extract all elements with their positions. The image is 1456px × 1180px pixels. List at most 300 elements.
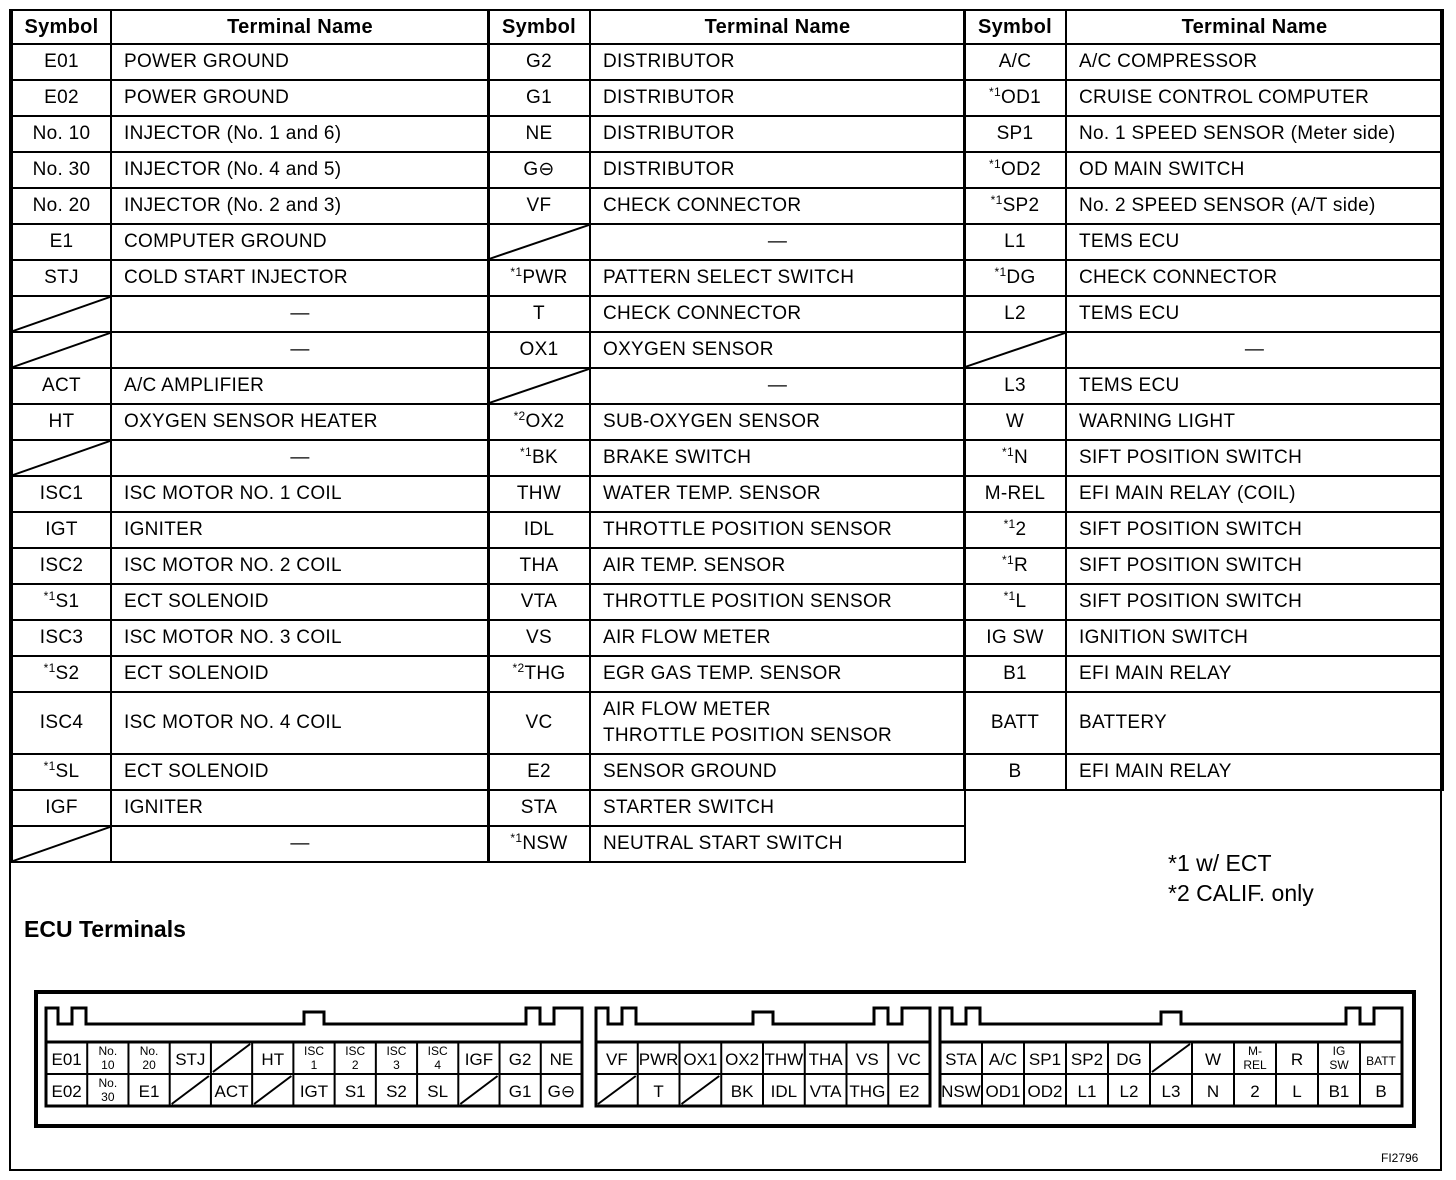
unused-symbol-cell (12, 440, 111, 476)
terminal-symbol (964, 152, 1066, 188)
terminal-row (488, 548, 965, 584)
terminal-row (964, 548, 1443, 584)
terminal-name: — (111, 332, 489, 368)
terminal-symbol (12, 692, 111, 754)
pin-label: B1 (1328, 1082, 1350, 1101)
terminal-row (12, 584, 489, 620)
terminal-symbol (488, 476, 590, 512)
terminal-row (488, 620, 965, 656)
terminal-name: WARNING LIGHT (1066, 404, 1443, 440)
terminal-row (964, 476, 1443, 512)
terminal-symbol (12, 620, 111, 656)
terminal-row (964, 368, 1443, 404)
terminal-name: ECT SOLENOID (111, 584, 489, 620)
pin-label: N (1206, 1082, 1220, 1101)
pin-label: VC (897, 1050, 921, 1069)
terminal-symbol (12, 548, 111, 584)
symbol-text: No. 30 (32, 159, 91, 181)
pin-label: IGT (299, 1082, 329, 1101)
symbol-text: L3 (1004, 375, 1026, 397)
terminal-symbol (488, 790, 590, 826)
terminal-symbol (12, 404, 111, 440)
terminal-name: IGNITER (111, 790, 489, 826)
terminal-name: A/C COMPRESSOR (1066, 44, 1443, 80)
terminal-row (964, 116, 1443, 152)
terminal-symbol (488, 754, 590, 790)
symbol-text: W (1005, 411, 1025, 433)
pin-label: SL (427, 1082, 449, 1101)
terminal-name-line: THROTTLE POSITION SENSOR (603, 725, 893, 746)
terminal-name: EFI MAIN RELAY (1066, 656, 1443, 692)
pin-label: HT (261, 1050, 285, 1069)
terminal-row (488, 188, 965, 224)
pin-label: M- (1248, 1044, 1262, 1058)
terminal-symbol (488, 692, 590, 754)
footnote-mark: *1 (43, 589, 56, 604)
terminal-symbol (488, 80, 590, 116)
symbol-text: VC (525, 712, 553, 734)
pin-label-line2: 20 (142, 1058, 156, 1072)
terminal-row (964, 620, 1443, 656)
symbol-text: SP2 (1002, 195, 1040, 217)
terminal-name-line: AIR FLOW METER (603, 699, 771, 721)
symbol-text: NE (525, 123, 553, 145)
pin-label: E01 (51, 1050, 82, 1069)
terminal-row (488, 368, 965, 404)
terminal-name: — (111, 296, 489, 332)
symbol-text: L (1015, 591, 1027, 613)
pin-label: OX1 (683, 1050, 718, 1069)
terminal-row (964, 224, 1443, 260)
pin-label: OD2 (1027, 1082, 1063, 1101)
pin-label: L3 (1161, 1082, 1181, 1101)
symbol-text: OX2 (525, 411, 565, 433)
terminal-name: — (111, 826, 489, 862)
terminal-name: IGNITER (111, 512, 489, 548)
terminal-name: INJECTOR (No. 1 and 6) (111, 116, 489, 152)
terminal-symbol (964, 260, 1066, 296)
terminal-row (488, 404, 965, 440)
symbol-text: ISC1 (39, 483, 84, 505)
terminal-row (12, 260, 489, 296)
terminal-name: COMPUTER GROUND (111, 224, 489, 260)
terminal-row (964, 80, 1443, 116)
pin-label: STA (945, 1050, 977, 1069)
symbol-text: OD2 (1000, 159, 1041, 181)
footnote-mark: *2 (512, 661, 525, 676)
footnote-mark: *1 (43, 759, 56, 774)
terminal-name: SIFT POSITION SWITCH (1066, 548, 1443, 584)
terminal-table-1 (11, 9, 490, 863)
terminal-symbol (488, 620, 590, 656)
terminal-symbol (12, 152, 111, 188)
pin-label: No. (139, 1044, 159, 1058)
terminal-name: A/C AMPLIFIER (111, 368, 489, 404)
symbol-text: THG (524, 663, 566, 685)
symbol-text: VTA (520, 591, 558, 613)
terminal-row (12, 692, 489, 754)
pin-label: G1 (508, 1082, 532, 1101)
terminal-symbol (964, 188, 1066, 224)
symbol-text: IDL (523, 519, 555, 541)
symbol-text: M-REL (984, 483, 1046, 505)
pin-label: B (1375, 1082, 1387, 1101)
terminal-symbol (964, 584, 1066, 620)
symbol-header: Symbol (488, 10, 590, 44)
pin-label: OX2 (725, 1050, 760, 1069)
pin-label: STJ (175, 1050, 206, 1069)
pin-label: IG (1332, 1044, 1346, 1058)
terminal-row (964, 584, 1443, 620)
symbol-text: NSW (522, 833, 568, 855)
pin-label-line2: 10 (101, 1058, 115, 1072)
terminal-row (12, 656, 489, 692)
pin-label: DG (1116, 1050, 1142, 1069)
symbol-text: VF (526, 195, 552, 217)
terminal-row (12, 188, 489, 224)
symbol-text: G2 (526, 51, 552, 73)
footnote-mark: *1 (43, 661, 56, 676)
terminal-symbol (488, 548, 590, 584)
symbol-text: THW (516, 483, 562, 505)
terminal-row (488, 296, 965, 332)
pin-label: PWR (638, 1050, 679, 1069)
pin-label: L (1292, 1082, 1302, 1101)
symbol-text: IG SW (986, 627, 1044, 649)
pin-label: No. (98, 1076, 118, 1090)
footnote-mark: *1 (520, 445, 532, 460)
footnote-mark: *1 (510, 831, 523, 846)
symbol-text: ISC3 (39, 627, 84, 649)
terminal-name: EFI MAIN RELAY (1066, 754, 1443, 790)
terminal-name: SIFT POSITION SWITCH (1066, 584, 1443, 620)
pin-label: VS (856, 1050, 879, 1069)
terminal-row (488, 476, 965, 512)
symbol-text: DG (1006, 267, 1036, 289)
terminal-name: — (590, 224, 965, 260)
terminal-row (488, 116, 965, 152)
terminal-name-header: Terminal Name (590, 10, 965, 44)
symbol-text: PWR (522, 267, 568, 289)
footnote-ect: *1 w/ ECT (1168, 850, 1272, 876)
symbol-text: R (1013, 555, 1028, 577)
terminal-symbol (964, 692, 1066, 754)
terminal-row (12, 44, 489, 80)
symbol-text: G1 (526, 87, 552, 109)
footnote-mark: *1 (1003, 517, 1016, 532)
unused-symbol-cell (488, 368, 590, 404)
terminal-name: BRAKE SWITCH (590, 440, 965, 476)
terminal-name: SIFT POSITION SWITCH (1066, 440, 1443, 476)
terminal-symbol (964, 512, 1066, 548)
terminal-name: ISC MOTOR NO. 3 COIL (111, 620, 489, 656)
terminal-name: PATTERN SELECT SWITCH (590, 260, 965, 296)
terminal-name: ISC MOTOR NO. 2 COIL (111, 548, 489, 584)
terminal-symbol (488, 404, 590, 440)
terminal-symbol (964, 476, 1066, 512)
pin-label: W (1204, 1050, 1222, 1069)
terminal-symbol (964, 548, 1066, 584)
terminal-name: No. 2 SPEED SENSOR (A/T side) (1066, 188, 1443, 224)
terminal-name-header: Terminal Name (1066, 10, 1443, 44)
terminal-symbol (488, 332, 590, 368)
terminal-name: SUB-OXYGEN SENSOR (590, 404, 965, 440)
symbol-text: IGF (45, 797, 78, 819)
terminal-row (12, 754, 489, 790)
terminal-row (12, 80, 489, 116)
terminal-row (488, 440, 965, 476)
pin-label: VTA (809, 1082, 842, 1101)
terminal-symbol (12, 790, 111, 826)
terminal-row (12, 404, 489, 440)
terminal-symbol (12, 44, 111, 80)
symbol-text: N (1013, 447, 1028, 469)
pin-label: ISC (345, 1044, 366, 1058)
terminal-row (12, 116, 489, 152)
symbol-text: SP1 (996, 123, 1034, 145)
unused-symbol-cell (12, 332, 111, 368)
terminal-name: THROTTLE POSITION SENSOR (590, 584, 965, 620)
terminal-symbol (488, 656, 590, 692)
symbol-header: Symbol (964, 10, 1066, 44)
terminal-row (488, 80, 965, 116)
terminal-row (964, 656, 1443, 692)
pin-label: No. (98, 1044, 118, 1058)
symbol-text: E1 (49, 231, 74, 253)
terminal-row (488, 44, 965, 80)
terminal-name: AIR TEMP. SENSOR (590, 548, 965, 584)
terminal-row (12, 548, 489, 584)
symbol-text: 2 (1015, 519, 1027, 541)
symbol-text: E02 (44, 87, 79, 109)
pin-label: G⊖ (547, 1082, 576, 1101)
terminal-row (12, 512, 489, 548)
terminal-symbol (488, 260, 590, 296)
pin-label: ISC (427, 1044, 448, 1058)
terminal-name: SIFT POSITION SWITCH (1066, 512, 1443, 548)
terminal-row (12, 790, 489, 826)
terminal-row (488, 826, 965, 862)
symbol-text: ISC2 (39, 555, 84, 577)
terminal-name: OXYGEN SENSOR (590, 332, 965, 368)
terminal-name: OD MAIN SWITCH (1066, 152, 1443, 188)
pin-label: L2 (1119, 1082, 1139, 1101)
pin-label: E2 (898, 1082, 920, 1101)
terminal-row (964, 404, 1443, 440)
symbol-text: L1 (1004, 231, 1026, 253)
terminal-symbol (12, 188, 111, 224)
terminal-row (964, 512, 1443, 548)
pin-label: ISC (386, 1044, 407, 1058)
terminal-name: INJECTOR (No. 2 and 3) (111, 188, 489, 224)
symbol-text: B (1008, 761, 1022, 783)
terminal-row (488, 692, 965, 754)
unused-symbol-cell (964, 332, 1066, 368)
symbol-text: A/C (998, 51, 1032, 73)
footnote-mark: *1 (989, 85, 1001, 100)
symbol-text: L2 (1004, 303, 1026, 325)
terminal-name: DISTRIBUTOR (590, 44, 965, 80)
unused-symbol-cell (12, 826, 111, 862)
terminal-row (12, 152, 489, 188)
terminal-row (488, 656, 965, 692)
pin-label: S2 (386, 1082, 407, 1101)
pin-label: SP1 (1028, 1050, 1062, 1069)
terminal-name: — (590, 368, 965, 404)
terminal-row (488, 790, 965, 826)
pin-label: THW (764, 1050, 804, 1069)
terminal-name: IGNITION SWITCH (1066, 620, 1443, 656)
terminal-symbol (12, 224, 111, 260)
terminal-symbol (488, 44, 590, 80)
pin-label: VF (606, 1050, 628, 1069)
terminal-symbol (964, 620, 1066, 656)
pin-label: S1 (344, 1082, 366, 1101)
terminal-symbol (12, 512, 111, 548)
terminal-name: ECT SOLENOID (111, 754, 489, 790)
symbol-text: STJ (44, 267, 79, 289)
footnote-mark: *1 (989, 157, 1001, 172)
terminal-symbol (964, 368, 1066, 404)
symbol-text: HT (48, 411, 75, 433)
terminal-row (488, 512, 965, 548)
symbol-text: S2 (55, 663, 80, 685)
terminal-row (488, 754, 965, 790)
pin-label: IGF (464, 1050, 494, 1069)
terminal-table-3 (963, 9, 1444, 791)
terminal-name: EFI MAIN RELAY (COIL) (1066, 476, 1443, 512)
symbol-text: ISC4 (39, 712, 84, 734)
pin-label: A/C (988, 1050, 1018, 1069)
pin-label: T (653, 1082, 664, 1101)
terminal-symbol (964, 44, 1066, 80)
pin-label-line2: 2 (351, 1058, 359, 1072)
symbol-text: STA (520, 797, 558, 819)
terminal-symbol (964, 80, 1066, 116)
terminal-name: DISTRIBUTOR (590, 80, 965, 116)
terminal-name: BATTERY (1066, 692, 1443, 754)
terminal-row (488, 224, 965, 260)
symbol-text: No. 10 (32, 123, 91, 145)
terminal-name (590, 692, 965, 754)
terminal-name: ISC MOTOR NO. 4 COIL (111, 692, 489, 754)
terminal-row (12, 332, 489, 368)
pin-label-line2: 4 (434, 1058, 442, 1072)
terminal-row (12, 368, 489, 404)
terminal-name: OXYGEN SENSOR HEATER (111, 404, 489, 440)
pin-label-line2: REL (1243, 1058, 1267, 1072)
footnote-mark: *1 (990, 193, 1003, 208)
symbol-text: OD1 (1000, 87, 1041, 109)
terminal-name: COLD START INJECTOR (111, 260, 489, 296)
pin-label: ACT (214, 1082, 249, 1101)
terminal-row (12, 620, 489, 656)
pin-label: NSW (941, 1082, 981, 1101)
footnote-mark: *1 (1002, 553, 1014, 568)
terminal-symbol (488, 296, 590, 332)
terminal-name: DISTRIBUTOR (590, 116, 965, 152)
terminal-table-2 (487, 9, 966, 863)
pin-label-line2: 3 (393, 1058, 400, 1072)
terminal-row (964, 260, 1443, 296)
terminal-name: — (1066, 332, 1443, 368)
symbol-text: IGT (45, 519, 78, 541)
terminal-name: EGR GAS TEMP. SENSOR (590, 656, 965, 692)
pin-label: ISC (303, 1044, 325, 1058)
unused-symbol-cell (12, 296, 111, 332)
terminal-symbol (488, 584, 590, 620)
terminal-name: DISTRIBUTOR (590, 152, 965, 188)
terminal-symbol (12, 116, 111, 152)
pin-label: L1 (1077, 1082, 1097, 1101)
pin-label: NE (549, 1050, 574, 1069)
terminal-row (964, 188, 1443, 224)
terminal-name: WATER TEMP. SENSOR (590, 476, 965, 512)
terminal-name: POWER GROUND (111, 80, 489, 116)
terminal-name: CHECK CONNECTOR (1066, 260, 1443, 296)
symbol-header: Symbol (12, 10, 111, 44)
terminal-row (12, 224, 489, 260)
pin-label: BATT (1366, 1054, 1396, 1068)
terminal-row (488, 332, 965, 368)
symbol-text: SL (55, 761, 80, 783)
terminal-symbol (488, 440, 590, 476)
symbol-text: BATT (990, 712, 1040, 734)
pin-label: 2 (1250, 1082, 1260, 1101)
terminal-name: INJECTOR (No. 4 and 5) (111, 152, 489, 188)
terminal-row (964, 692, 1443, 754)
terminal-row (12, 476, 489, 512)
terminal-symbol (12, 368, 111, 404)
terminal-row (964, 332, 1443, 368)
terminal-name: NEUTRAL START SWITCH (590, 826, 965, 862)
terminal-name-header: Terminal Name (111, 10, 489, 44)
pin-label: OD1 (985, 1082, 1021, 1101)
symbol-text: S1 (55, 591, 80, 613)
terminal-row (964, 296, 1443, 332)
terminal-row (964, 152, 1443, 188)
footnote-calif: *2 CALIF. only (1168, 880, 1314, 906)
symbol-text: OX1 (519, 339, 559, 361)
pin-label: SP2 (1070, 1050, 1104, 1069)
terminal-symbol (488, 152, 590, 188)
terminal-row (964, 754, 1443, 790)
terminal-symbol (488, 826, 590, 862)
terminal-symbol (12, 260, 111, 296)
footnote-mark: *2 (513, 409, 526, 424)
symbol-text: G⊖ (523, 159, 555, 181)
terminal-name: ECT SOLENOID (111, 656, 489, 692)
pin-label-line2: 30 (101, 1090, 115, 1104)
terminal-name: POWER GROUND (111, 44, 489, 80)
terminal-name: TEMS ECU (1066, 368, 1443, 404)
terminal-symbol (12, 476, 111, 512)
terminal-symbol (964, 296, 1066, 332)
terminal-name: ISC MOTOR NO. 1 COIL (111, 476, 489, 512)
symbol-text: VS (526, 627, 552, 649)
terminal-symbol (964, 754, 1066, 790)
symbol-text: E01 (44, 51, 79, 73)
symbol-text: THA (519, 555, 559, 577)
terminal-row (488, 152, 965, 188)
terminal-symbol (488, 188, 590, 224)
terminal-name: TEMS ECU (1066, 296, 1443, 332)
symbol-text: E2 (527, 761, 551, 783)
unused-symbol-cell (488, 224, 590, 260)
ecu-terminals-title: ECU Terminals (24, 916, 186, 942)
terminal-symbol (964, 224, 1066, 260)
terminal-row (488, 260, 965, 296)
